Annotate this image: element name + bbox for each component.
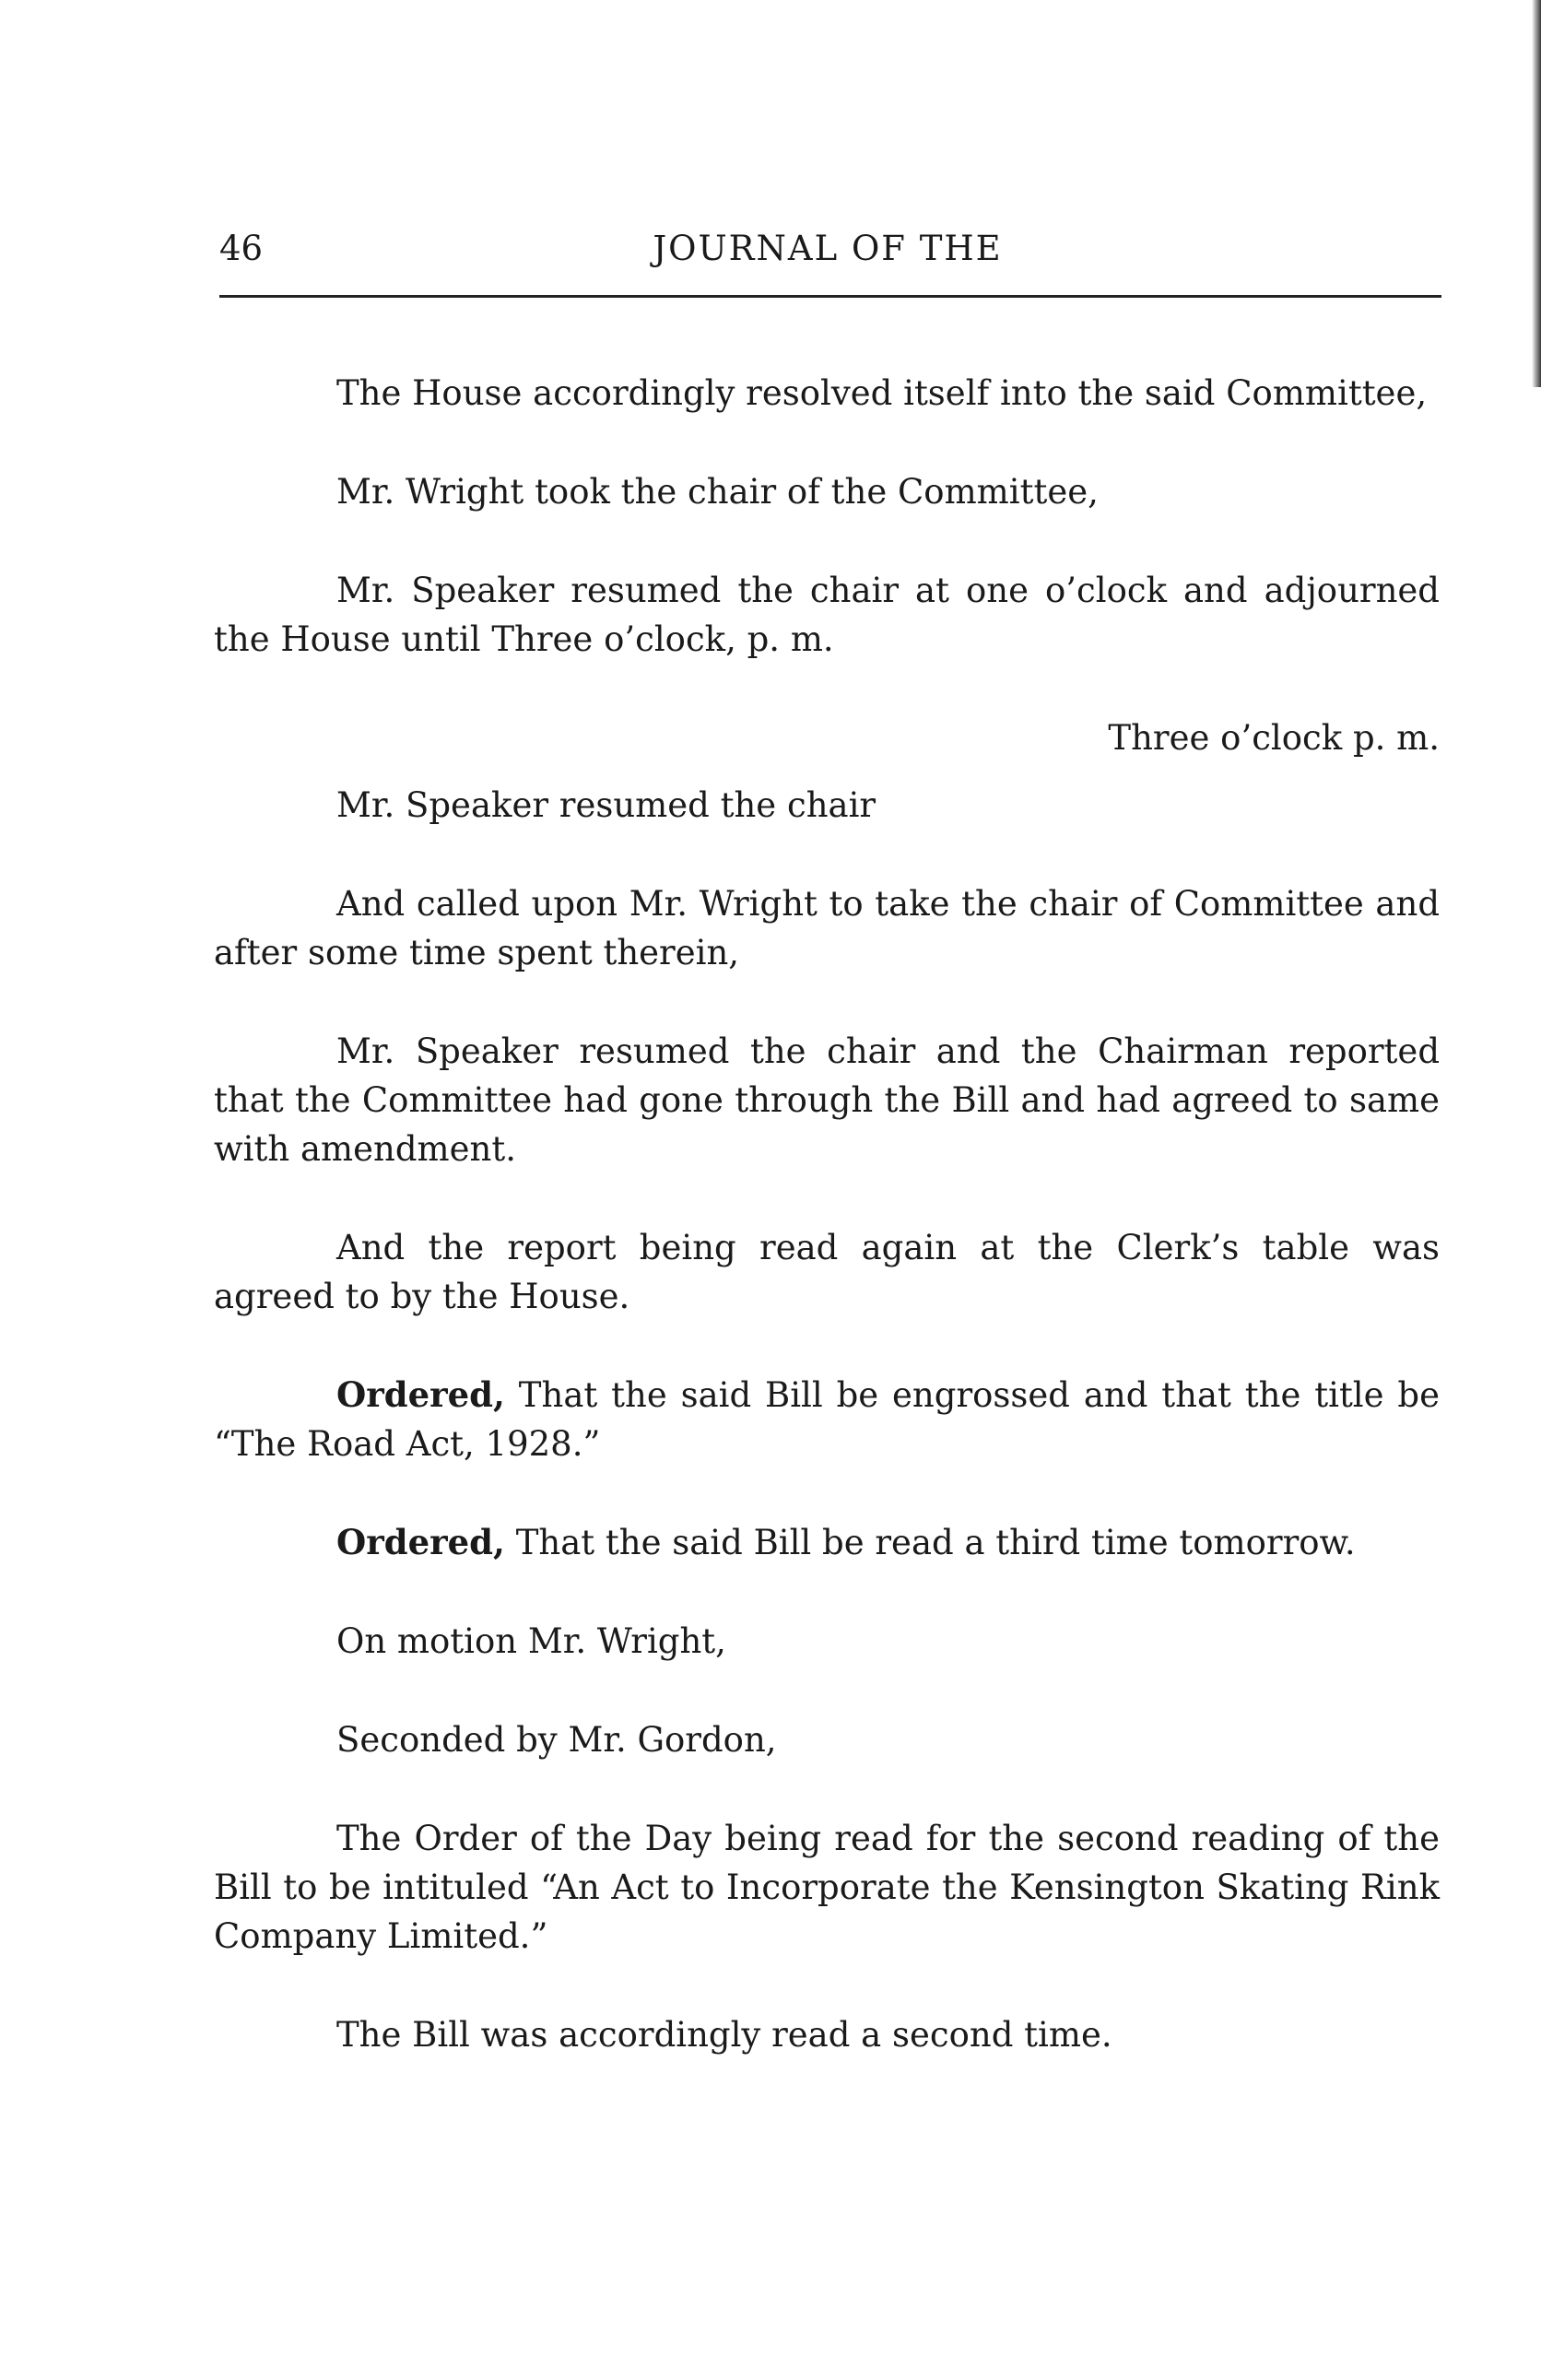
- journal-body: [214, 369, 1440, 2059]
- page-header: [219, 229, 1436, 284]
- paragraph-order-of-day: The Order of the Day being read for the second reading of the Bill to be intituled “An Act to Incorporate the Kensington Skating Rink Company Limited.”: [214, 1819, 1440, 1956]
- ordered-text: That the said Bill be engrossed and that the title be “The Road Act, 1928.”: [214, 1375, 1440, 1464]
- ordered-label: Ordered,: [336, 1522, 505, 1562]
- paragraph-speaker-adjourned: Mr. Speaker resumed the chair at one o’clock and adjourned the House until Three o’clock, p. m.: [214, 571, 1440, 659]
- paragraph-speaker-resumed: Mr. Speaker resumed the chair: [336, 785, 876, 825]
- paragraph-wright-chair: Mr. Wright took the chair of the Committee,: [336, 472, 1099, 512]
- page-edge-shadow: [1532, 0, 1541, 387]
- running-title: JOURNAL OF THE: [653, 229, 1003, 268]
- time-heading: Three o’clock p. m.: [1108, 718, 1440, 758]
- paragraph-report-agreed: And the report being read again at the Clerk’s table was agreed to by the House.: [214, 1228, 1440, 1316]
- paragraph-ordered-engrossed: [214, 1371, 1440, 1468]
- header-rule: [219, 295, 1441, 298]
- ordered-text: That the said Bill be read a third time tomorrow.: [504, 1523, 1356, 1562]
- page-number: 46: [219, 229, 264, 268]
- paragraph-chairman-report: Mr. Speaker resumed the chair and the Chairman reported that the Committee had gone through the Bill and had agreed to same with amendment.: [214, 1031, 1440, 1169]
- paragraph-seconded: Seconded by Mr. Gordon,: [336, 1720, 777, 1760]
- paragraph-second-reading: The Bill was accordingly read a second time.: [336, 2015, 1112, 2055]
- paragraph-ordered-third-reading: [214, 1518, 1440, 1567]
- paragraph-committee-resolve: The House accordingly resolved itself into the said Committee,: [336, 373, 1428, 413]
- paragraph-called-upon: And called upon Mr. Wright to take the chair of Committee and after some time spent therein,: [214, 884, 1440, 972]
- ordered-label: Ordered,: [336, 1374, 505, 1415]
- paragraph-motion: On motion Mr. Wright,: [336, 1621, 726, 1661]
